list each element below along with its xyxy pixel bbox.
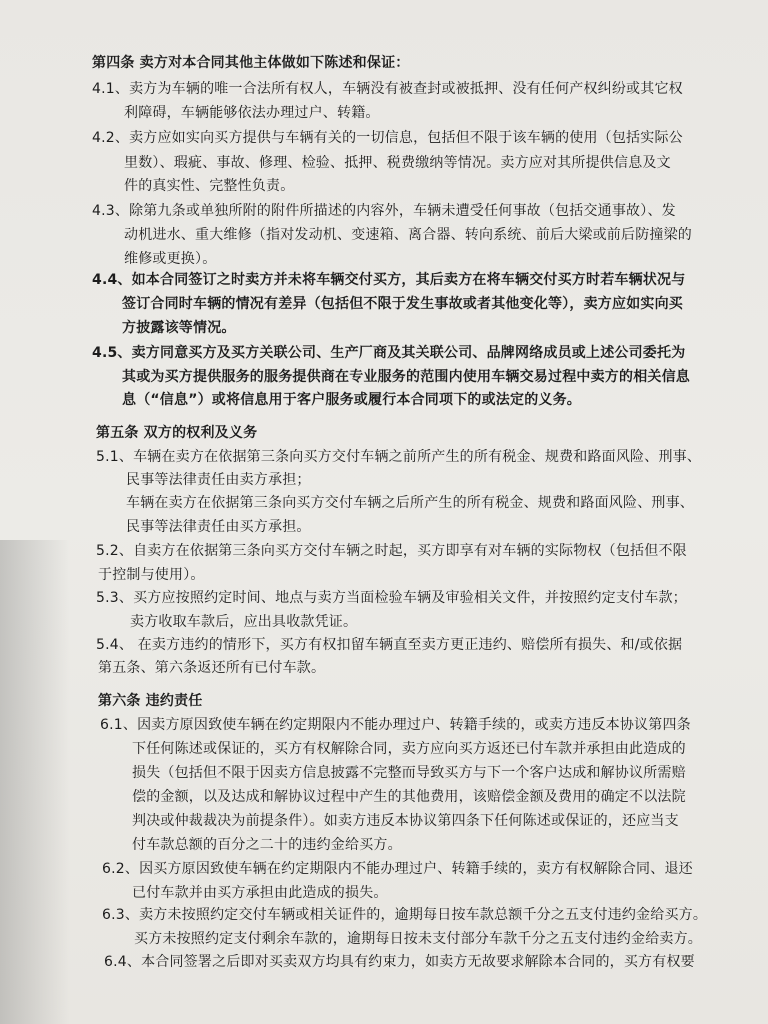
clause-4-4-line-1: 4.4、如本合同签订之时卖方并未将车辆交付买方，其后卖方在将车辆交付买方时若车辆状况与 [92, 272, 686, 288]
clause-6-3-line-1: 6.3、卖方未按照约定交付车辆或相关证件的，逾期每日按车款总额千分之五支付违约金给买方。 [102, 907, 708, 923]
clause-5-2-line-1: 5.2、自卖方在依据第三条向买方交付车辆之时起，买方即享有对车辆的实际物权（包括但不限 [96, 543, 687, 559]
clause-6-1-line-2: 下任何陈述或保证的，买方有权解除合同，卖方应向买方返还已付车款并承担由此造成的 [132, 741, 686, 757]
clause-5-4-line-2: 第五条、第六条返还所有已付车款。 [98, 660, 326, 676]
clause-4-1-line-1: 4.1、卖方为车辆的唯一合法所有权人，车辆没有被查封或被抵押、没有任何产权纠纷或其它权 [92, 81, 683, 97]
page-shadow [0, 540, 70, 1024]
section-4-heading: 第四条 卖方对本合同其他主体做如下陈述和保证： [92, 55, 410, 71]
clause-5-1-line-1: 5.1、车辆在卖方在依据第三条向买方交付车辆之前所产生的所有税金、规费和路面风险、刑事、 [96, 449, 702, 465]
clause-6-1-line-5: 判决或仲裁裁决为前提条件）。如卖方违反本协议第四条下任何陈述或保证的，还应当支 [132, 813, 679, 829]
clause-6-2-line-2: 已付车款并由买方承担由此造成的损失。 [132, 885, 388, 901]
clause-4-3-line-1: 4.3、除第九条或单独所附的附件所描述的内容外，车辆未遭受任何事故（包括交通事故）、发 [92, 203, 676, 219]
clause-5-1-line-3: 车辆在卖方在依据第三条向买方交付车辆之后所产生的所有税金、规费和路面风险、刑事、 [126, 495, 694, 511]
clause-6-4-line-1: 6.4、本合同签署之后即对买卖双方均具有约束力，如卖方无故要求解除本合同的，买方有权要 [104, 954, 695, 970]
clause-6-2-line-1: 6.2、因买方原因致使车辆在约定期限内不能办理过户、转籍手续的，卖方有权解除合同、退还 [102, 861, 693, 877]
clause-5-2-line-2: 于控制与使用）。 [98, 567, 205, 583]
clause-6-1-line-4: 偿的金额，以及达成和解协议过程中产生的其他费用，该赔偿金额及费用的确定不以法院 [132, 789, 686, 805]
clause-4-4-line-3: 方披露该等情况。 [122, 320, 236, 336]
clause-4-1-line-2: 利障碍，车辆能够依法办理过户、转籍。 [124, 105, 380, 121]
clause-5-3-line-2: 卖方收取车款后，应出具收款凭证。 [130, 614, 358, 630]
clause-6-1-line-3: 损失（包括但不限于因卖方信息披露不完整而导致买方与下一个客户达成和解协议所需赔 [132, 765, 686, 781]
clause-4-4-line-2: 签订合同时车辆的情况有差异（包括但不限于发生事故或者其他变化等），卖方应如实向买 [122, 296, 683, 312]
clause-5-4-line-1: 5.4、 在卖方违约的情形下，买方有权扣留车辆直至卖方更正违约、赔偿所有损失、和/或依据 [96, 637, 683, 653]
clause-5-1-line-2: 民事等法律责任由卖方承担； [126, 472, 311, 488]
clause-4-5-line-2: 其或为买方提供服务的服务提供商在专业服务的范围内使用车辆交易过程中卖方的相关信息 [122, 369, 690, 385]
clause-4-3-line-3: 维修或更换）。 [124, 251, 217, 267]
clause-5-1-line-4: 民事等法律责任由买方承担。 [126, 519, 311, 535]
clause-4-3-line-2: 动机进水、重大维修（指对发动机、变速箱、离合器、转向系统、前后大梁或前后防撞梁的 [124, 227, 692, 243]
section-6-heading: 第六条 违约责任 [98, 693, 203, 709]
clause-4-2-line-3: 件的真实性、完整性负责。 [124, 178, 295, 194]
clause-4-5-line-3: 息（“信息”）或将信息用于客户服务或履行本合同项下的或法定的义务。 [122, 392, 582, 408]
clause-6-3-line-2: 买方未按照约定支付剩余车款的，逾期每日按未支付部分车款千分之五支付违约金给卖方。 [134, 931, 702, 947]
clause-6-1-line-1: 6.1、因卖方原因致使车辆在约定期限内不能办理过户、转籍手续的，或卖方违反本协议第四条 [100, 717, 691, 733]
clause-5-3-line-1: 5.3、买方应按照约定时间、地点与卖方当面检验车辆及审验相关文件，并按照约定支付车款； [96, 590, 687, 606]
clause-4-5-line-1: 4.5、卖方同意买方及买方关联公司、生产厂商及其关联公司、品牌网络成员或上述公司委托为 [92, 345, 686, 361]
clause-4-2-line-2: 里数）、瑕疵、事故、修理、检验、抵押、税费缴纳等情况。卖方应对其所提供信息及文 [124, 155, 671, 171]
clause-6-1-line-6: 付车款总额的百分之二十的违约金给买方。 [132, 837, 402, 853]
section-5-heading: 第五条 双方的权利及义务 [96, 425, 258, 441]
clause-4-2-line-1: 4.2、卖方应如实向买方提供与车辆有关的一切信息，包括但不限于该车辆的使用（包括实际公 [92, 130, 683, 146]
